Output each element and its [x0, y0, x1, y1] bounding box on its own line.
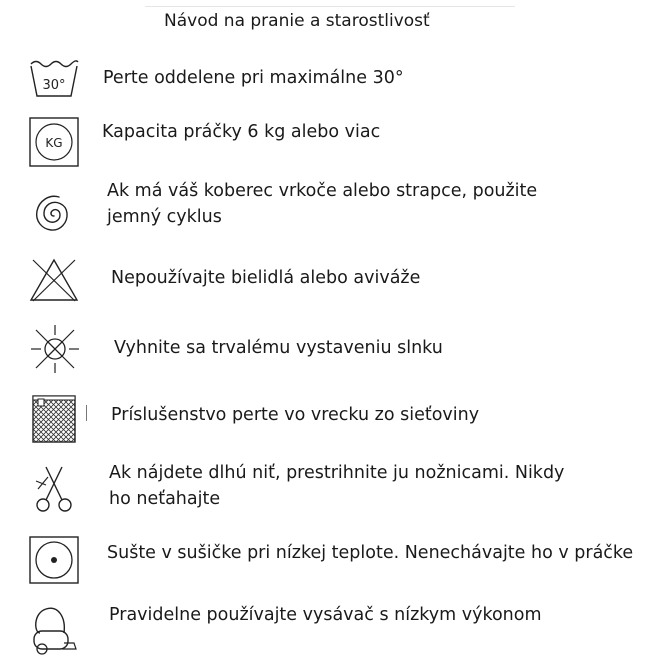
instruction-tumble-dry: Sušte v sušičke pri nízkej teplote. Nenechávajte ho v práčke	[107, 543, 634, 563]
kg-capacity-icon	[29, 117, 79, 167]
scissors-icon	[32, 463, 76, 515]
svg-text:30°: 30°	[42, 78, 66, 93]
mesh-bag-icon	[31, 392, 77, 444]
gentle-cycle-spiral-icon	[30, 190, 78, 238]
no-bleach-icon	[29, 257, 79, 303]
wash-30-icon	[28, 58, 80, 100]
svg-text:KG: KG	[45, 136, 63, 150]
instruction-cut-threads: Ak nájdete dlhú niť, prestrihnite ju nožnicami. Nikdy ho neťahajte	[109, 463, 565, 509]
instruction-mesh-bag: Príslušenstvo perte vo vrecku zo sieťoviny	[111, 405, 480, 425]
avoid-sunlight-icon	[30, 322, 80, 376]
vacuum-cleaner-icon	[30, 603, 80, 657]
instruction-no-bleach: Nepoužívajte bielidlá alebo aviváže	[111, 268, 421, 288]
instruction-gentle-cycle: Ak má váš koberec vrkoče alebo strapce, použite jemný cyklus	[107, 181, 538, 227]
instruction-vacuum: Pravidelne používajte vysávač s nízkym výkonom	[109, 605, 542, 625]
instruction-capacity: Kapacita práčky 6 kg alebo viac	[102, 122, 381, 142]
page-title: Návod na pranie a starostlivosť	[145, 6, 515, 32]
instruction-wash-temperature: Perte oddelene pri maximálne 30°	[103, 68, 404, 88]
instruction-avoid-sunlight: Vyhnite sa trvalému vystaveniu slnku	[114, 338, 443, 358]
divider-tick	[86, 405, 87, 421]
tumble-dry-low-icon	[29, 536, 79, 584]
